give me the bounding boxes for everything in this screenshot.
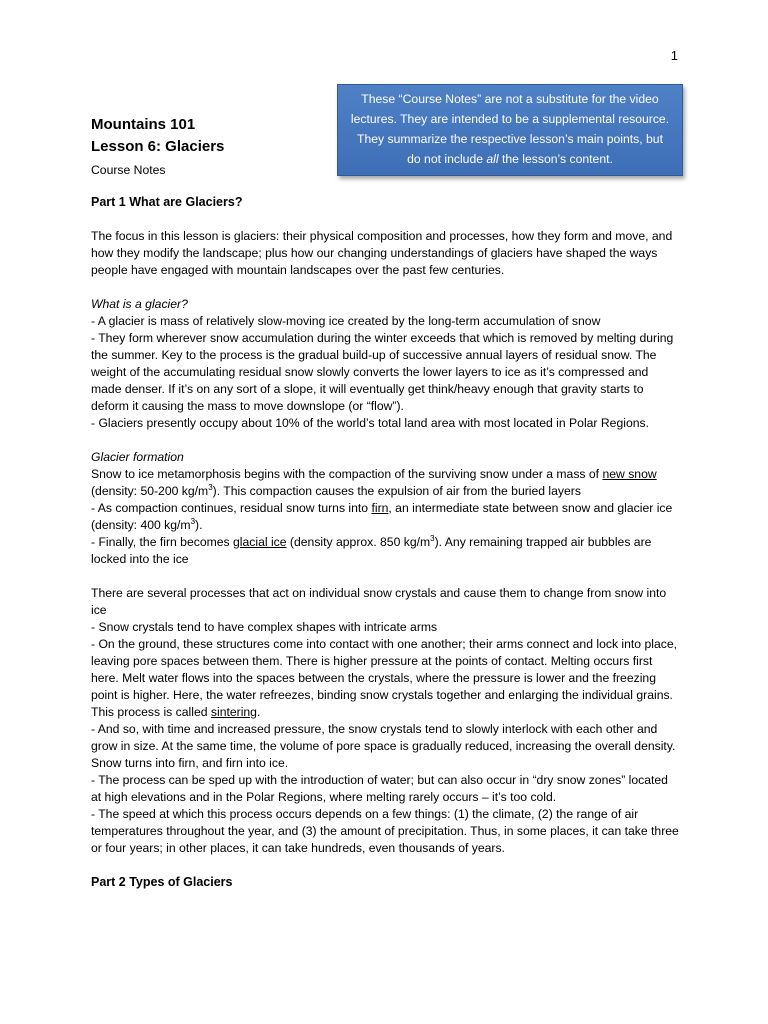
bullet: - Glaciers presently occupy about 10% of the world’s total land area with most located in Polar Regions.	[91, 416, 649, 430]
bullet: - The speed at which this process occurs depends on a few things: (1) the climate, (2) the range of air temperatures throughout the year, and (3) the amount of precipitation. Thus, in some places, it can take three or four years; in other places, it can take hundreds, even thousands of years.	[91, 807, 679, 855]
course-notes-callout	[337, 84, 683, 176]
document-header	[91, 114, 224, 180]
part1-heading: Part 1 What are Glaciers?	[91, 195, 243, 209]
what-is-glacier-heading: What is a glacier?	[91, 297, 188, 311]
callout-line	[348, 149, 672, 169]
formation-paragraph	[91, 466, 679, 500]
superscript: 3	[430, 533, 435, 543]
part1-intro: The focus in this lesson is glaciers: their physical composition and processes, how they form and move, and how they modify the landscape; plus how our changing understandings of glaciers have shaped the ways people have engaged with mountain landscapes over the past few centuries.	[91, 229, 673, 277]
text: (density: 50-200 kg/m	[91, 484, 209, 498]
text: Snow to ice metamorphosis begins with the compaction of the surviving snow under a mass of	[91, 467, 603, 481]
document-subtitle: Course Notes	[91, 163, 166, 177]
text: (density approx. 850 kg/m	[286, 535, 431, 549]
bullet: - Snow crystals tend to have complex shapes with intricate arms	[91, 620, 438, 634]
callout-line: They summarize the respective lesson’s main points, but	[357, 132, 663, 146]
callout-emphasis: all	[486, 152, 499, 166]
bullet	[91, 534, 679, 568]
underlined-term: new snow	[602, 467, 657, 481]
glacier-formation-heading: Glacier formation	[91, 450, 184, 464]
text: - Finally, the firn becomes	[91, 535, 234, 549]
underlined-term: glacial ice	[233, 535, 287, 549]
superscript: 3	[208, 482, 213, 492]
document-body	[91, 194, 679, 891]
underlined-term: firn	[371, 501, 389, 515]
callout-text: do not include	[407, 152, 487, 166]
text: ). Any remaining trapped air bubbles are locked into the ice	[91, 535, 652, 566]
text: ).	[195, 518, 203, 532]
text: .	[256, 705, 261, 719]
course-title: Mountains 101	[91, 116, 196, 133]
bullet	[91, 500, 679, 534]
bullet: - And so, with time and increased pressure, the snow crystals tend to slowly interlock with each other and grow in size. At the same time, the volume of pore space is gradually reduced, increasing the overall density. Snow turns into firn, and firn into ice.	[91, 722, 676, 770]
text: - On the ground, these structures come into contact with one another; their arms connect and lock into place, leaving pore spaces between them. There is higher pressure at the points of contact. Melting occurs first here. Melt water flows into the spaces between the crystals, where the pressure is lower and the freezing point is higher. Here, the water refreezes, binding snow crystals together and enlarging the individual grains. This process is called	[91, 637, 677, 719]
underlined-term: sintering	[210, 705, 257, 719]
text: ). This compaction causes the expulsion of air from the buried layers	[212, 484, 581, 498]
text: - As compaction continues, residual snow turns into	[91, 501, 372, 515]
text: , an intermediate state between snow and glacier ice (density: 400 kg/m	[91, 501, 673, 532]
bullet: - A glacier is mass of relatively slow-moving ice created by the long-term accumulation of snow	[91, 314, 601, 328]
bullet: - They form wherever snow accumulation during the winter exceeds that which is removed by melting during the summer. Key to the process is the gradual build-up of successive annual layers of residual snow. The weight of the accumulating residual snow slowly converts the lower layers to ice as it’s compressed and made denser. If it’s on any sort of a slope, it will eventually get think/heavy enough that gravity starts to deform it causing the mass to move downslope (or “flow”).	[91, 331, 674, 413]
callout-line: These “Course Notes” are not a substitute for the video	[361, 92, 659, 106]
bullet: - The process can be sped up with the introduction of water; but can also occur in “dry snow zones” located at high elevations and in the Polar Regions, where melting rarely occurs – it’s too cold.	[91, 773, 668, 804]
callout-line: lectures. They are intended to be a supplemental resource.	[350, 112, 670, 126]
page-number: 1	[670, 48, 678, 63]
superscript: 3	[190, 516, 196, 526]
callout-text: the lesson’s content.	[498, 152, 613, 166]
part2-heading: Part 2 Types of Glaciers	[91, 875, 233, 889]
bullet	[91, 636, 679, 721]
processes-intro: There are several processes that act on individual snow crystals and cause them to change from snow into ice	[91, 586, 667, 617]
lesson-title: Lesson 6: Glaciers	[91, 138, 225, 155]
